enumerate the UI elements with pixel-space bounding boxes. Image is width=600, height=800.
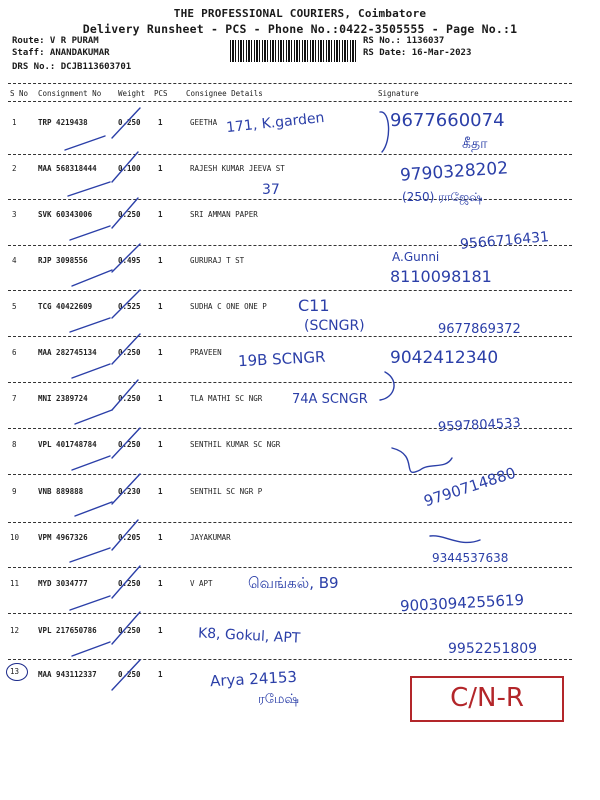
col-header-pcs: PCS: [154, 89, 168, 98]
row-weight: 0.100: [118, 164, 141, 173]
cnr-stamp: C/N-R: [410, 676, 564, 722]
row-details: GURURAJ T ST: [190, 256, 245, 265]
row-weight: 0.250: [118, 579, 141, 588]
hw-row11-phone: 9003094255619: [399, 590, 525, 616]
hw-row1-name: கீதா: [462, 136, 488, 152]
row-details: PRAVEEN: [190, 348, 222, 357]
row-details: RAJESH KUMAR JEEVA ST: [190, 164, 285, 173]
row-sno: 5: [12, 302, 17, 311]
row-pcs: 1: [158, 210, 163, 219]
route-label: Route: V R PURAM: [12, 36, 99, 46]
row-sno: 7: [12, 394, 17, 403]
row-pcs: 1: [158, 164, 163, 173]
row-weight: 0.250: [118, 210, 141, 219]
row-sno: 1: [12, 118, 17, 127]
row-pcs: 1: [158, 487, 163, 496]
row-consignment: VNB 889888: [38, 487, 84, 496]
row-weight: 0.495: [118, 256, 141, 265]
hw-row4-phone: 8110098181: [390, 267, 492, 286]
row-consignment: MAA 568318444: [38, 164, 97, 173]
row-weight: 0.250: [118, 626, 141, 635]
row-pcs: 1: [158, 440, 163, 449]
row-consignment: VPL 217650786: [38, 626, 97, 635]
row-weight: 0.250: [118, 348, 141, 357]
row-consignment: MYD 3034777: [38, 579, 88, 588]
row-sno: 9: [12, 487, 17, 496]
row-pcs: 1: [158, 533, 163, 542]
drs-number: DRS No.: DCJB113603701: [12, 62, 132, 72]
hw-row4-name: A.Gunni: [392, 250, 440, 264]
row-details: V APT: [190, 579, 213, 588]
col-header-weight: Weight: [118, 89, 146, 98]
row-sno: 10: [10, 533, 20, 542]
rs-number: RS No.: 1136037: [363, 36, 445, 46]
row-sno: 11: [10, 579, 20, 588]
hw-row7-address: 74A SCNGR: [292, 392, 368, 407]
hw-row7-phone: 9597804533: [437, 415, 522, 436]
sheet-subtitle: Delivery Runsheet - PCS - Phone No.:0422-3505555 - Page No.:1: [82, 22, 518, 36]
staff-label: Staff: ANANDAKUMAR: [12, 48, 110, 58]
row-details: GEETHA: [190, 118, 218, 127]
row-weight: 0.250: [118, 670, 141, 679]
row-consignment: MAA 943112337: [38, 670, 97, 679]
row-pcs: 1: [158, 394, 163, 403]
hw-row10-phone: 9344537638: [432, 551, 509, 565]
hw-row12-phone: 9952251809: [448, 641, 538, 657]
col-header-consignee: Consignee Details: [186, 89, 263, 98]
col-header-consignment: Consignment No: [38, 89, 102, 98]
row-weight: 0.230: [118, 487, 141, 496]
row-sno: 4: [12, 256, 17, 265]
hw-row2-name: (250) ராஜேஷ்: [402, 190, 483, 204]
row-consignment: TCG 40422609: [38, 302, 93, 311]
row-sno: 12: [10, 626, 20, 635]
row-pcs: 1: [158, 348, 163, 357]
row-sno: 3: [12, 210, 17, 219]
row-details: SRI AMMAN PAPER: [190, 210, 258, 219]
hw-row5-phone: 9677869372: [438, 322, 521, 337]
row-details: JAYAKUMAR: [190, 533, 231, 542]
row-details: SENTHIL KUMAR SC NGR: [190, 440, 281, 449]
row-pcs: 1: [158, 579, 163, 588]
hw-row2-address: 37: [262, 182, 280, 198]
row-sno: 6: [12, 348, 17, 357]
hw-row2-phone: 9790328202: [399, 158, 509, 186]
row-sno: 13: [10, 667, 20, 676]
col-header-signature: Signature: [378, 89, 419, 98]
row-consignment: RJP 3098556: [38, 256, 88, 265]
hw-row13-name: ரமேஷ்: [258, 692, 299, 707]
row-details: SENTHIL SC NGR P: [190, 487, 263, 496]
row-sno: 2: [12, 164, 17, 173]
company-title: THE PROFESSIONAL COURIERS, Coimbatore: [173, 7, 427, 20]
row-weight: 0.250: [118, 394, 141, 403]
row-consignment: SVK 60343006: [38, 210, 93, 219]
row-weight: 0.205: [118, 533, 141, 542]
row-pcs: 1: [158, 256, 163, 265]
hw-row13-address: Arya 24153: [209, 667, 298, 691]
row-weight: 0.525: [118, 302, 141, 311]
row-consignment: MAA 282745134: [38, 348, 97, 357]
row-pcs: 1: [158, 670, 163, 679]
hw-row6-phone: 9042412340: [390, 348, 499, 368]
hw-row9-phone: 9790714880: [421, 463, 518, 511]
row-weight: 0.250: [118, 118, 141, 127]
row-consignment: VPM 4967326: [38, 533, 88, 542]
row-consignment: TRP 4219438: [38, 118, 88, 127]
hw-row1-address: 171, K.garden: [225, 109, 326, 137]
row-sno: 8: [12, 440, 17, 449]
hw-row6-address: 19B SCNGR: [237, 347, 326, 371]
hw-row5-area: (SCNGR): [304, 318, 365, 334]
row-consignment: VPL 401748784: [38, 440, 97, 449]
col-header-sno: S No: [10, 89, 29, 98]
rs-date: RS Date: 16-Mar-2023: [363, 48, 472, 58]
row-consignment: MNI 2389724: [38, 394, 88, 403]
row-pcs: 1: [158, 302, 163, 311]
row-pcs: 1: [158, 118, 163, 127]
row-details: TLA MATHI SC NGR: [190, 394, 263, 403]
hw-row1-phone: 9677660074: [390, 110, 505, 131]
row-pcs: 1: [158, 626, 163, 635]
hw-row5-address: C11: [298, 296, 330, 315]
hw-row12-address: K8, Gokul, APT: [197, 625, 301, 647]
row-details: SUDHA C ONE ONE P: [190, 302, 267, 311]
row-weight: 0.250: [118, 440, 141, 449]
hw-row3-phone: 9566716431: [459, 229, 550, 253]
hw-row11-address: வெங்கல், B9: [248, 574, 339, 592]
